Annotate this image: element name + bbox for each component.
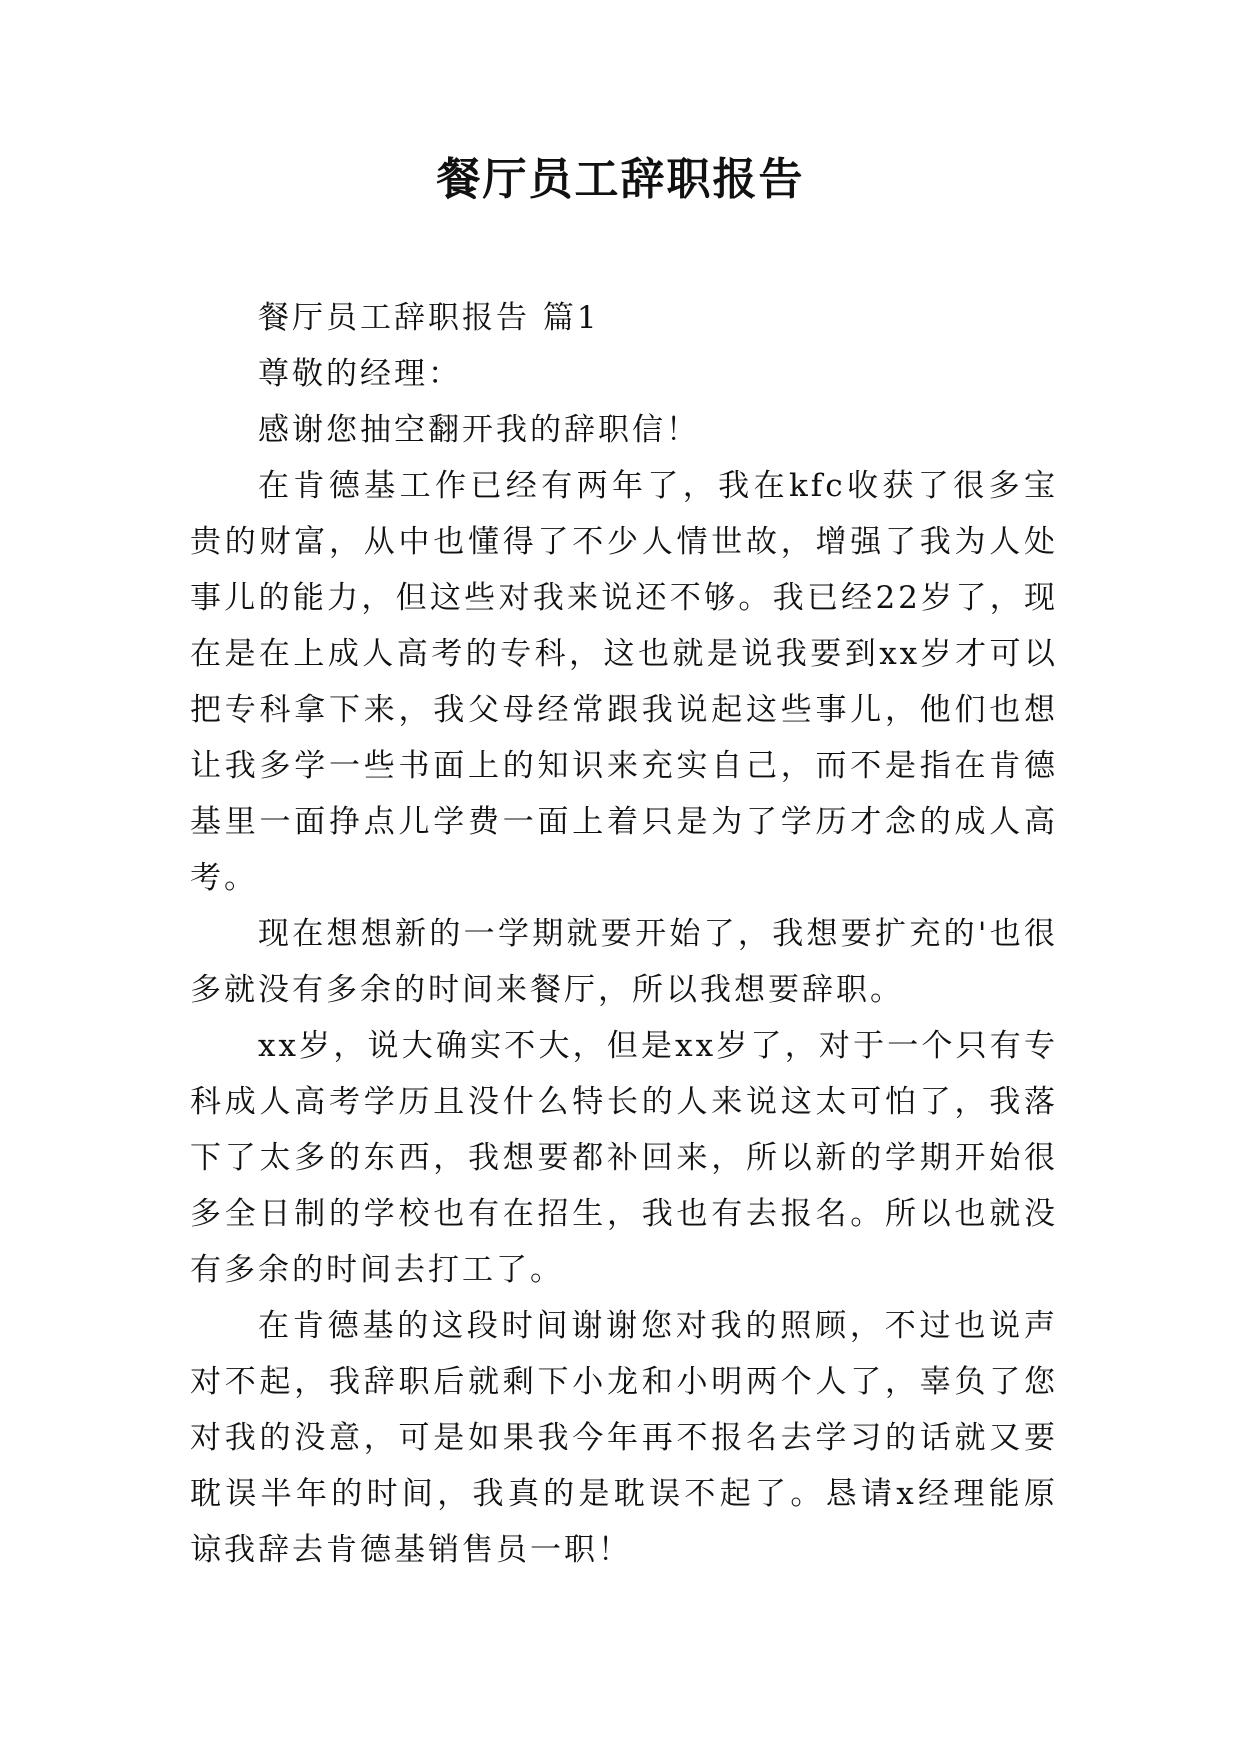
section-heading: 餐厅员工辞职报告 篇1: [258, 300, 600, 336]
document-body: [190, 290, 1058, 1578]
body-paragraph-age-concern: xx岁，说大确实不大，但是xx岁了，对于一个只有专科成人高考学历且没什么特长的人来说这太可怕了，我落下了太多的东西，我想要都补回来，所以新的学期开始很多全日制的学校也有在招生，我也有去报名。所以也就没有多余的时间去打工了。: [190, 1028, 1058, 1288]
body-paragraph-work-experience: 在肯德基工作已经有两年了，我在kfc收获了很多宝贵的财富，从中也懂得了不少人情世故，增强了我为人处事儿的能力，但这些对我来说还不够。我已经22岁了，现在是在上成人高考的专科，这也就是说我要到xx岁才可以把专科拿下来，我父母经常跟我说起这些事儿，他们也想让我多学一些书面上的知识来充实自己，而不是指在肯德基里一面挣点儿学费一面上着只是为了学历才念的成人高考。: [190, 468, 1058, 896]
opening-line: 感谢您抽空翻开我的辞职信！: [258, 412, 700, 448]
body-paragraph-closing: 在肯德基的这段时间谢谢您对我的照顾，不过也说声对不起，我辞职后就剩下小龙和小明两个人了，辜负了您对我的没意，可是如果我今年再不报名去学习的话就又要耽误半年的时间，我真的是耽误不起了。恳请x经理能原谅我辞去肯德基销售员一职！: [190, 1308, 1058, 1568]
salutation: 尊敬的经理：: [258, 356, 462, 392]
body-paragraph-new-semester: 现在想想新的一学期就要开始了，我想要扩充的'也很多就没有多余的时间来餐厅，所以我想要辞职。: [190, 916, 1058, 1008]
document-title: 餐厅员工辞职报告: [436, 154, 805, 205]
